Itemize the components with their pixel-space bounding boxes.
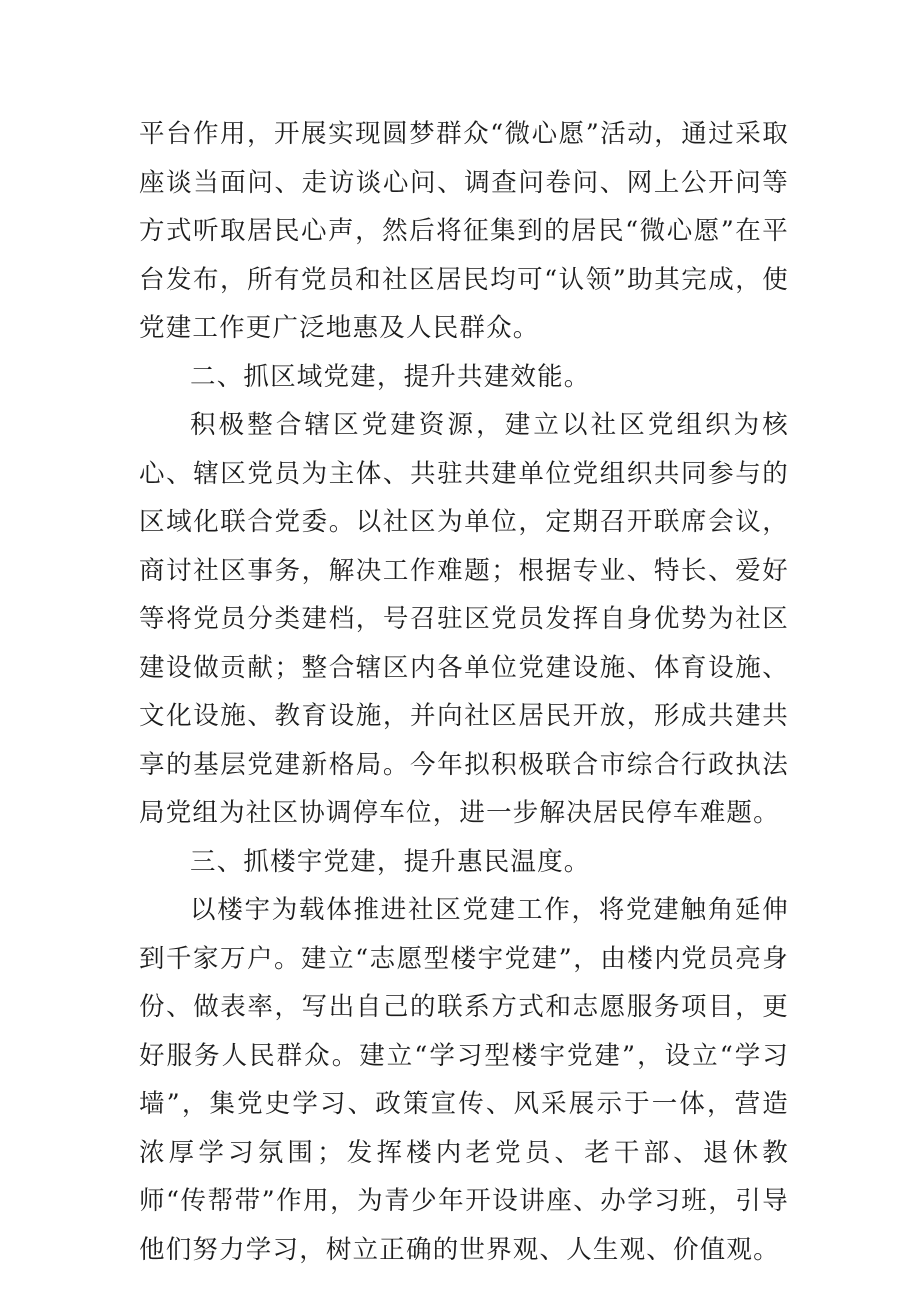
document-body — [139, 110, 789, 1274]
paragraph-continuation: 平台作用，开展实现圆梦群众“微心愿”活动，通过采取座谈当面问、走访谈心问、调查问卷问、网上公开问等方式听取居民心声，然后将征集到的居民“微心愿”在平台发布，所有党员和社区居民均可“认领”助其完成，使党建工作更广泛地惠及人民群众。 — [139, 119, 789, 343]
section-heading-three: 三、抓楼宇党建，提升惠民温度。 — [190, 846, 591, 877]
paragraph-regional-party-building: 积极整合辖区党建资源，建立以社区党组织为核心、辖区党员为主体、共驻共建单位党组织共同参与的区域化联合党委。以社区为单位，定期召开联席会议，商讨社区事务，解决工作难题；根据专业、特长、爱好等将党员分类建档，号召驻区党员发挥自身优势为社区建设做贡献；整合辖区内各单位党建设施、体育设施、文化设施、教育设施，并向社区居民开放，形成共建共享的基层党建新格局。今年拟积极联合市综合行政执法局党组为社区协调停车位，进一步解决居民停车难题。 — [139, 410, 789, 828]
paragraph-building-party-building: 以楼宇为载体推进社区党建工作，将党建触角延伸到千家万户。建立“志愿型楼宇党建”，由楼内党员亮身份、做表率，写出自己的联系方式和志愿服务项目，更好服务人民群众。建立“学习型楼宇党建”，设立“学习墙”，集党史学习、政策宣传、风采展示于一体，营造浓厚学习氛围；发挥楼内老党员、老干部、退休教师“传帮带”作用，为青少年开设讲座、办学习班，引导他们努力学习，树立正确的世界观、人生观、价值观。 — [139, 895, 789, 1265]
section-heading-two: 二、抓区域党建，提升共建效能。 — [190, 361, 591, 392]
